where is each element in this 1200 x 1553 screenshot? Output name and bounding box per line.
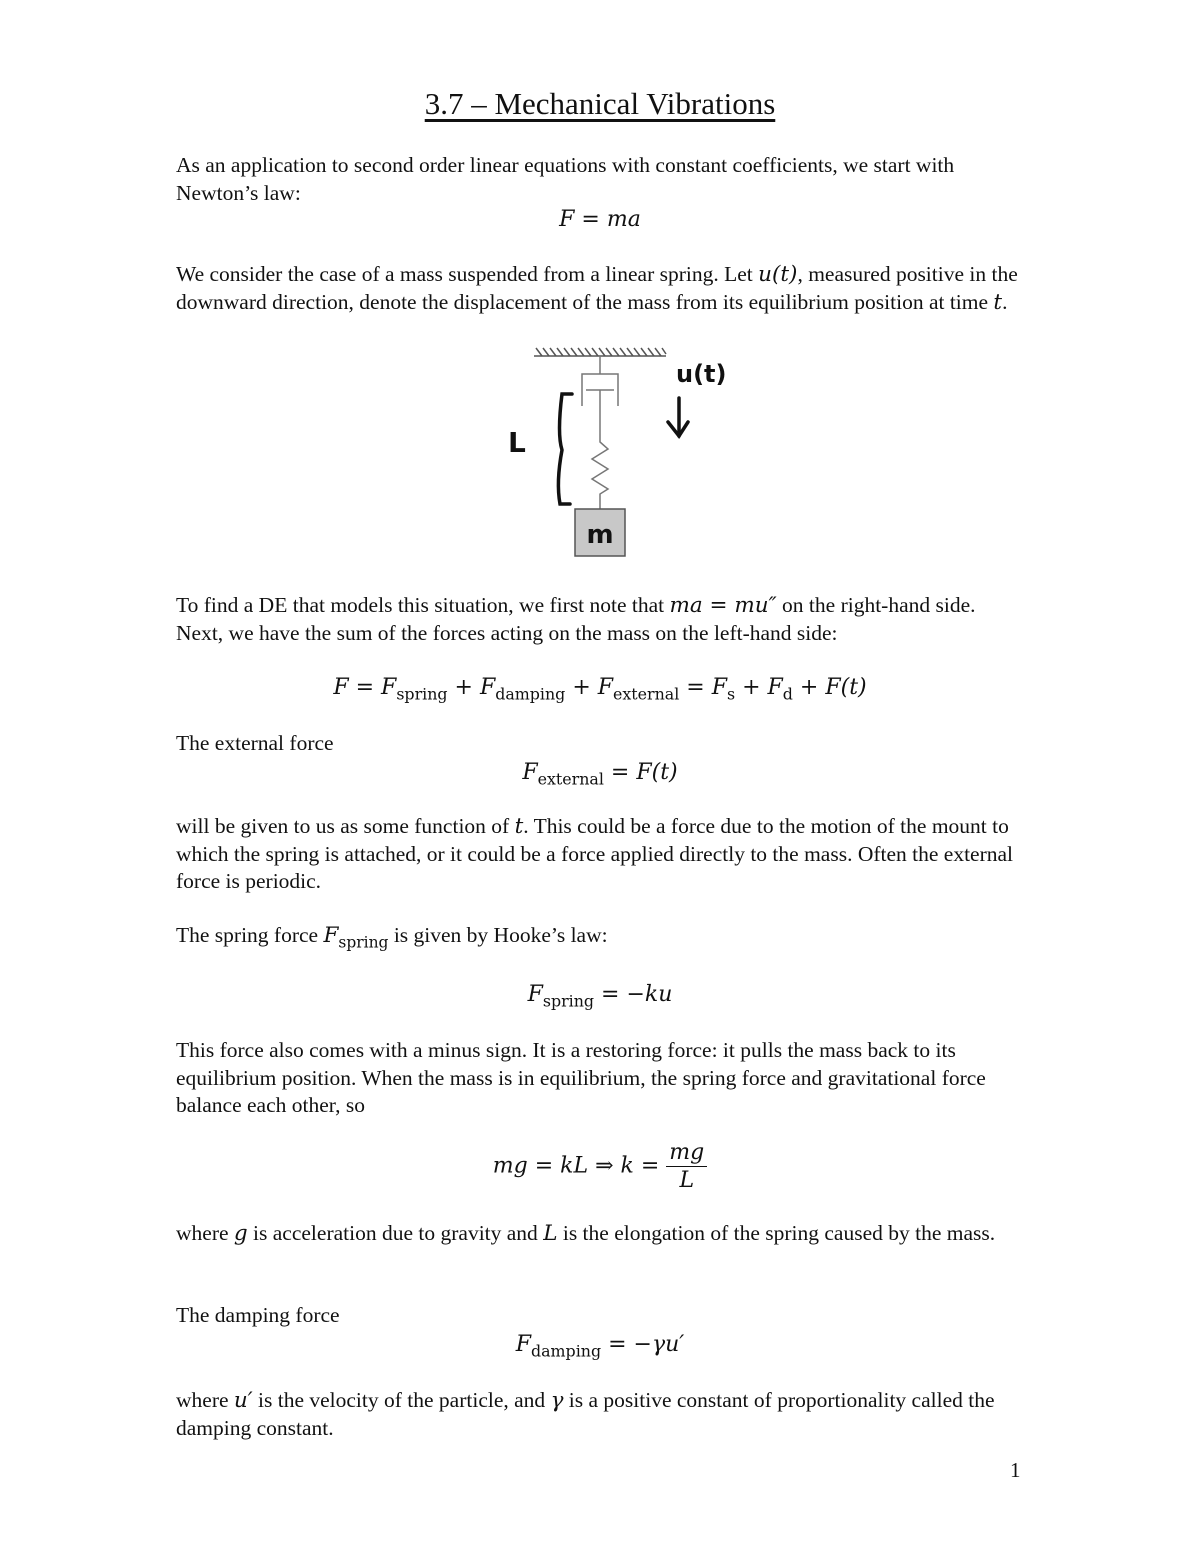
consider-paragraph: We consider the case of a mass suspended from a linear spring. Let u(t), measured positive in the downward direction, denote the displacement of the mass from its equilibrium position at time t. (176, 262, 1018, 315)
spring-mass-diagram (480, 342, 740, 564)
displacement-label: u(t) (676, 360, 727, 388)
page-number: 1 (1010, 1458, 1021, 1482)
damping-equation: $F_{damping} = -\gamma u'$ (515, 1332, 685, 1361)
hooke-equation: $F_{spring} = -ku$ (527, 982, 673, 1011)
where-paragraph: where g is acceleration due to gravity and L is the elongation of the spring caused by the mass. (176, 1221, 996, 1246)
length-label: L (508, 426, 526, 459)
equilibrium-equation: mg = kL ⇒ k = $\frac{mg}{L}$ (0, 1140, 1200, 1193)
damper (582, 374, 618, 434)
spring-paragraph: The spring force $F_{spring}$ is given by Hooke’s law: (176, 923, 608, 952)
intro-paragraph: As an application to second order linear equations with constant coefficients, we start with Newton’s law: (176, 153, 955, 205)
external-paragraph: will be given to us as some function of t. This could be a force due to the motion of the mount to which the spring is attached, or it could be a force applied directly to the mass. Often the external force is periodic. (176, 814, 1014, 893)
mass-label: m (586, 520, 614, 550)
spring-coil (592, 434, 608, 510)
damping-intro: The damping force (176, 1303, 340, 1327)
ceiling-mount (534, 348, 666, 356)
external-equation: $F_{external} = F(t)$ (522, 760, 678, 789)
newton-equation: F = ma (559, 207, 641, 232)
down-arrow-icon (668, 398, 688, 436)
restoring-paragraph: This force also comes with a minus sign. It is a restoring force: it pulls the mass back to its equilibrium position. When the mass is in equilibrium, the spring force and gravitational force balance each other, so (176, 1038, 986, 1117)
forces-equation: $F = F_{spring} + F_{damping} + F_{external} = F_s + F_d + F(t)$ (333, 675, 867, 704)
de-paragraph: To find a DE that models this situation, we first note that ma = mu″ on the right-hand side. Next, we have the sum of the forces acting on the mass on the left-hand side: (176, 593, 976, 645)
length-bracket (558, 394, 572, 504)
equilibrium-fraction: $\frac{mg}{L}$ (666, 1140, 707, 1193)
page-title: 3.7 – Mechanical Vibrations (424, 86, 776, 121)
velocity-paragraph: where u′ is the velocity of the particle, and γ is a positive constant of proportionality called the damping constant. (176, 1388, 995, 1440)
external-intro: The external force (176, 731, 334, 755)
